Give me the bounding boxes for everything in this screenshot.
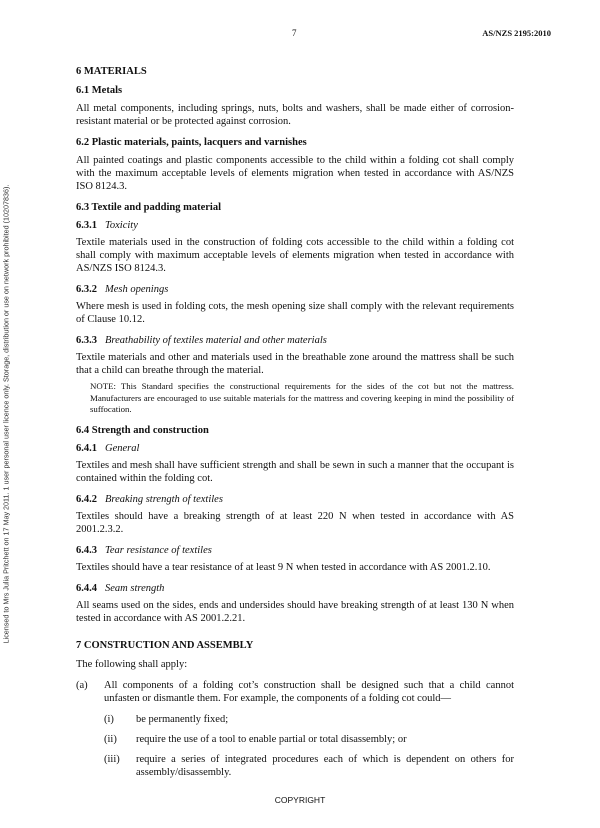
heading-6-3-2: 6.3.2 Mesh openings [76,284,169,295]
heading-6-1: 6.1 Metals [76,85,123,96]
page-body [76,65,514,786]
text-6-3-3: Textile materials and other and materials used in the breathable zone around the mattress shall be such that a child can breathe through the material. [76,352,514,376]
list-item-i: (i) be permanently fixed; [104,713,229,725]
text-6-4-3: Textiles should have a tear resistance of at least 9 N when tested in accordance with AS 2001.2.10. [76,561,491,573]
page-number: 7 [292,28,297,38]
heading-6-2: 6.2 Plastic materials, paints, lacquers and varnishes [76,137,307,148]
heading-6-3-3: 6.3.3 Breathability of textiles material and other materials [76,335,327,346]
standard-number: AS/NZS 2195:2010 [482,28,551,38]
text-6-4-1: Textiles and mesh shall have sufficient strength and shall be sewn in such a manner that the occupant is contained within the folding cot. [76,459,514,484]
note-6-3-3: NOTE: This Standard specifies the constructional requirements for the sides of the cot but not the mattress. Manufacturers are encouraged to use suitable materials for the mattress and covering keeping in mind the possibility of suffocation. [90,381,514,414]
copyright-footer: COPYRIGHT [274,795,326,805]
section-6-title: 6 MATERIALS [76,66,147,77]
text-6-4-2: Textiles should have a breaking strength of at least 220 N when tested in accordance with AS 2001.2.3.2. [76,510,514,535]
text-6-2: All painted coatings and plastic components accessible to the child within a folding cot shall comply with the maximum acceptable levels of elements migration when tested in accordance with AS/NZS ISO 8124.3. [76,155,514,192]
text-7-intro: The following shall apply: [76,658,188,670]
heading-6-4: 6.4 Strength and construction [76,424,209,436]
heading-6-4-1: 6.4.1 General [76,442,140,454]
text-6-3-2: Where mesh is used in folding cots, the mesh opening size shall comply with the relevant requirements of Clause 10.12. [76,301,514,325]
text-6-3-1: Textile materials used in the construction of folding cots accessible to the child within a folding cot shall comply with maximum acceptable levels of elements migration when tested in accordance with AS/NZS ISO 8124.3. [76,237,514,274]
licence-text: Licensed to Mrs Julia Pritchett on 17 May 2011. 1 user personal user licence only. Storage, distribution or use on network prohibited (10207836). [1,184,11,644]
heading-6-3: 6.3 Textile and padding material [76,202,221,213]
list-item-iii: (iii) require a series of integrated procedures each of which is dependent on others for assembly/disassembly. [104,753,514,778]
heading-6-4-3: 6.4.3 Tear resistance of textiles [76,544,212,556]
licence-watermark [0,0,18,828]
text-6-4-4: All seams used on the sides, ends and undersides should have breaking strength of at least 130 N when tested in accordance with AS 2001.2.21. [76,599,514,624]
heading-6-4-2: 6.4.2 Breaking strength of textiles [76,493,223,505]
heading-6-3-1: 6.3.1 Toxicity [76,220,138,231]
section-7-title: 7 CONSTRUCTION AND ASSEMBLY [76,639,254,651]
heading-6-4-4: 6.4.4 Seam strength [76,582,165,594]
text-6-1: All metal components, including springs, nuts, bolts and washers, shall be made either of corrosion-resistant material or be protected against corrosion. [76,103,514,127]
list-item-ii: (ii) require the use of a tool to enable partial or total disassembly; or [104,733,407,745]
list-item-a: (a) All components of a folding cot’s construction shall be designed such that a child cannot unfasten or dismantle them. For example, the components of a folding cot could— [76,679,514,704]
